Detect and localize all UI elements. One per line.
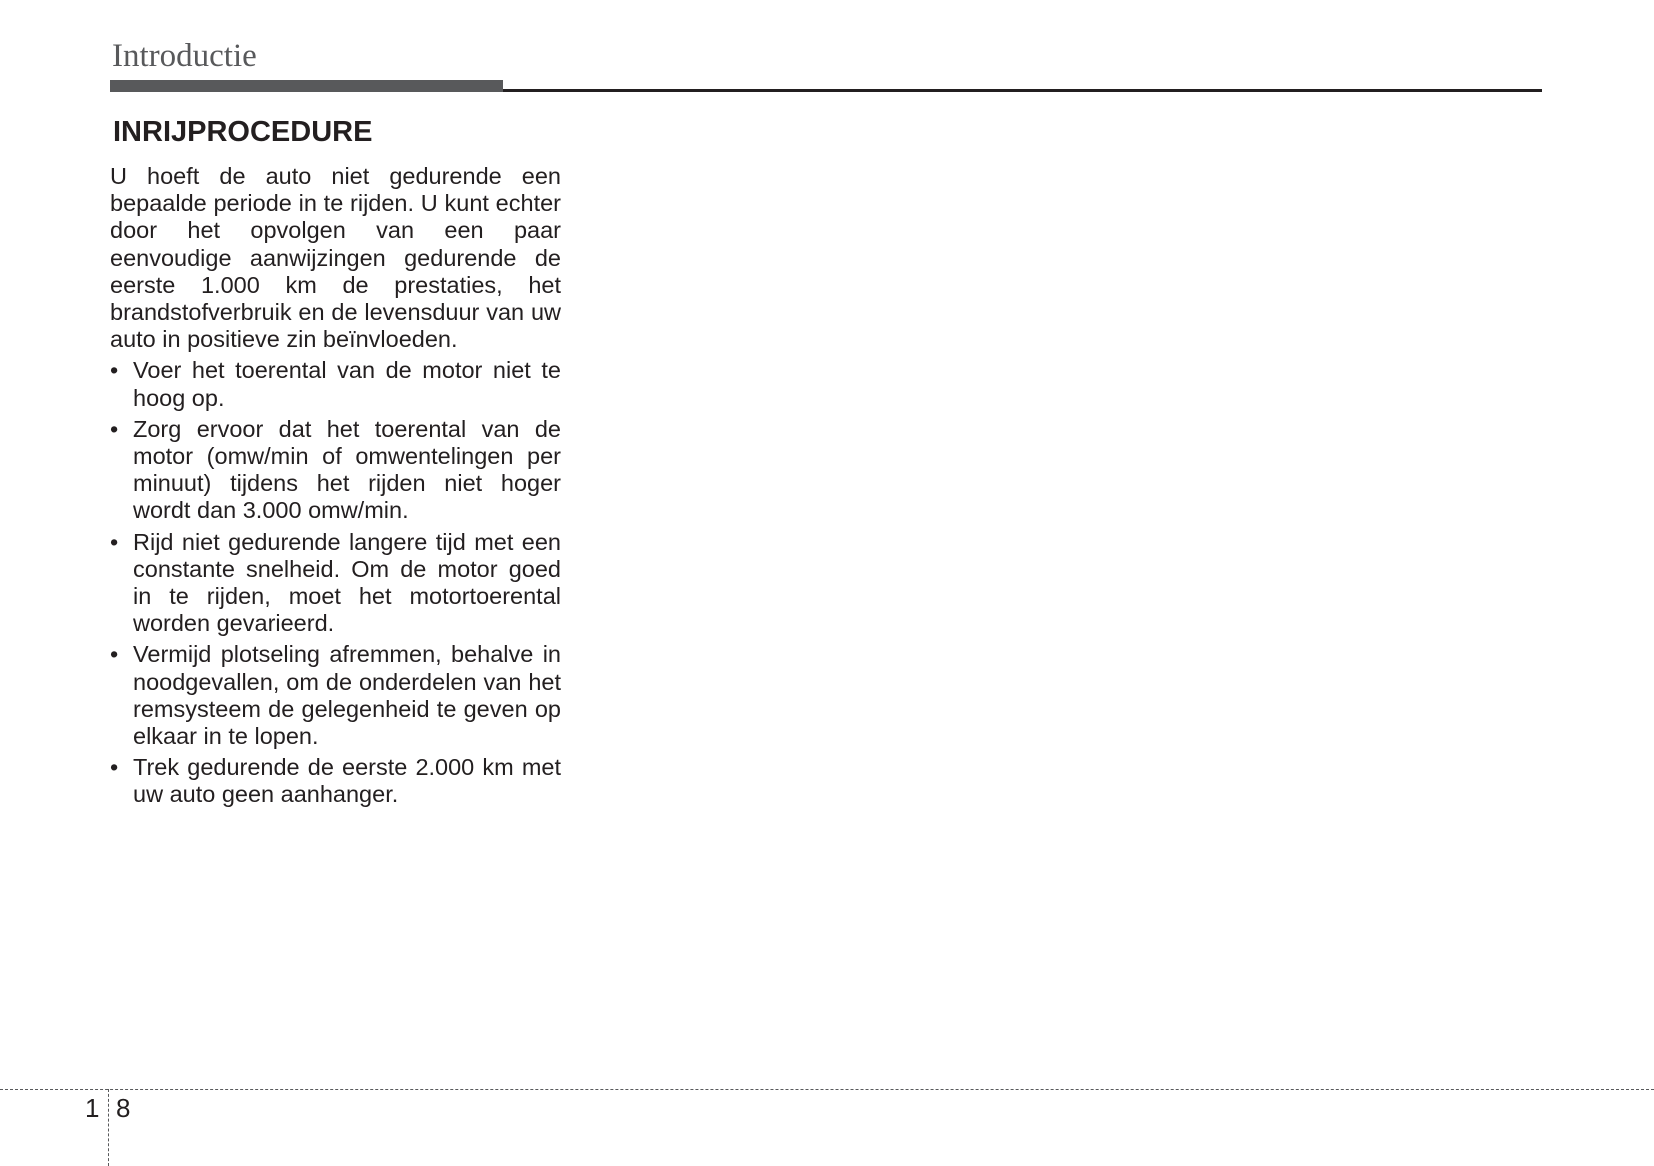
list-item-text: Vermijd plotseling afremmen, behalve in noodgevallen, om de onderdelen van het remsysteem de gelegenheid te geven op elkaar in te lopen. <box>133 641 561 750</box>
footer-dashed-divider <box>108 1089 109 1166</box>
list-item <box>110 529 561 638</box>
page-heading: INRIJPROCEDURE <box>113 116 373 148</box>
list-item-text: Voer het toerental van de motor niet te hoog op. <box>133 357 561 411</box>
bullet-icon: • <box>110 528 119 555</box>
intro-paragraph: U hoeft de auto niet gedurende een bepaalde periode in te rijden. U kunt echter door het opvolgen van een paar eenvoudige aanwijzingen gedurende de eerste 1.000 km de prestaties, het brandstofverbruik en de levensduur van uw auto in positieve zin beïnvloeden. <box>110 163 561 353</box>
content-column <box>110 115 561 813</box>
list-item <box>110 416 561 525</box>
chapter-number: 1 <box>85 1093 100 1123</box>
list-item <box>110 641 561 750</box>
header-rule-thick <box>110 80 503 92</box>
bullet-icon: • <box>110 754 119 781</box>
page-number: 8 <box>116 1093 131 1123</box>
header-rule-thin <box>503 89 1542 92</box>
section-title: Introductie <box>112 38 257 74</box>
list-item-text: Zorg ervoor dat het toerental van de motor (omw/min of omwentelingen per minuut) tijdens het rijden niet hoger wordt dan 3.000 omw/min. <box>133 415 561 524</box>
list-item-text: Trek gedurende de eerste 2.000 km met uw auto geen aanhanger. <box>133 754 561 808</box>
footer-dashed-rule <box>0 1089 1654 1090</box>
bullet-icon: • <box>110 641 119 668</box>
bullet-icon: • <box>110 357 119 384</box>
list-item <box>110 357 561 411</box>
bullet-list <box>110 357 561 808</box>
bullet-icon: • <box>110 415 119 442</box>
list-item-text: Rijd niet gedurende langere tijd met een constante snelheid. Om de motor goed in te rijden, moet het motortoerental worden gevarieerd. <box>133 528 561 637</box>
list-item <box>110 754 561 808</box>
